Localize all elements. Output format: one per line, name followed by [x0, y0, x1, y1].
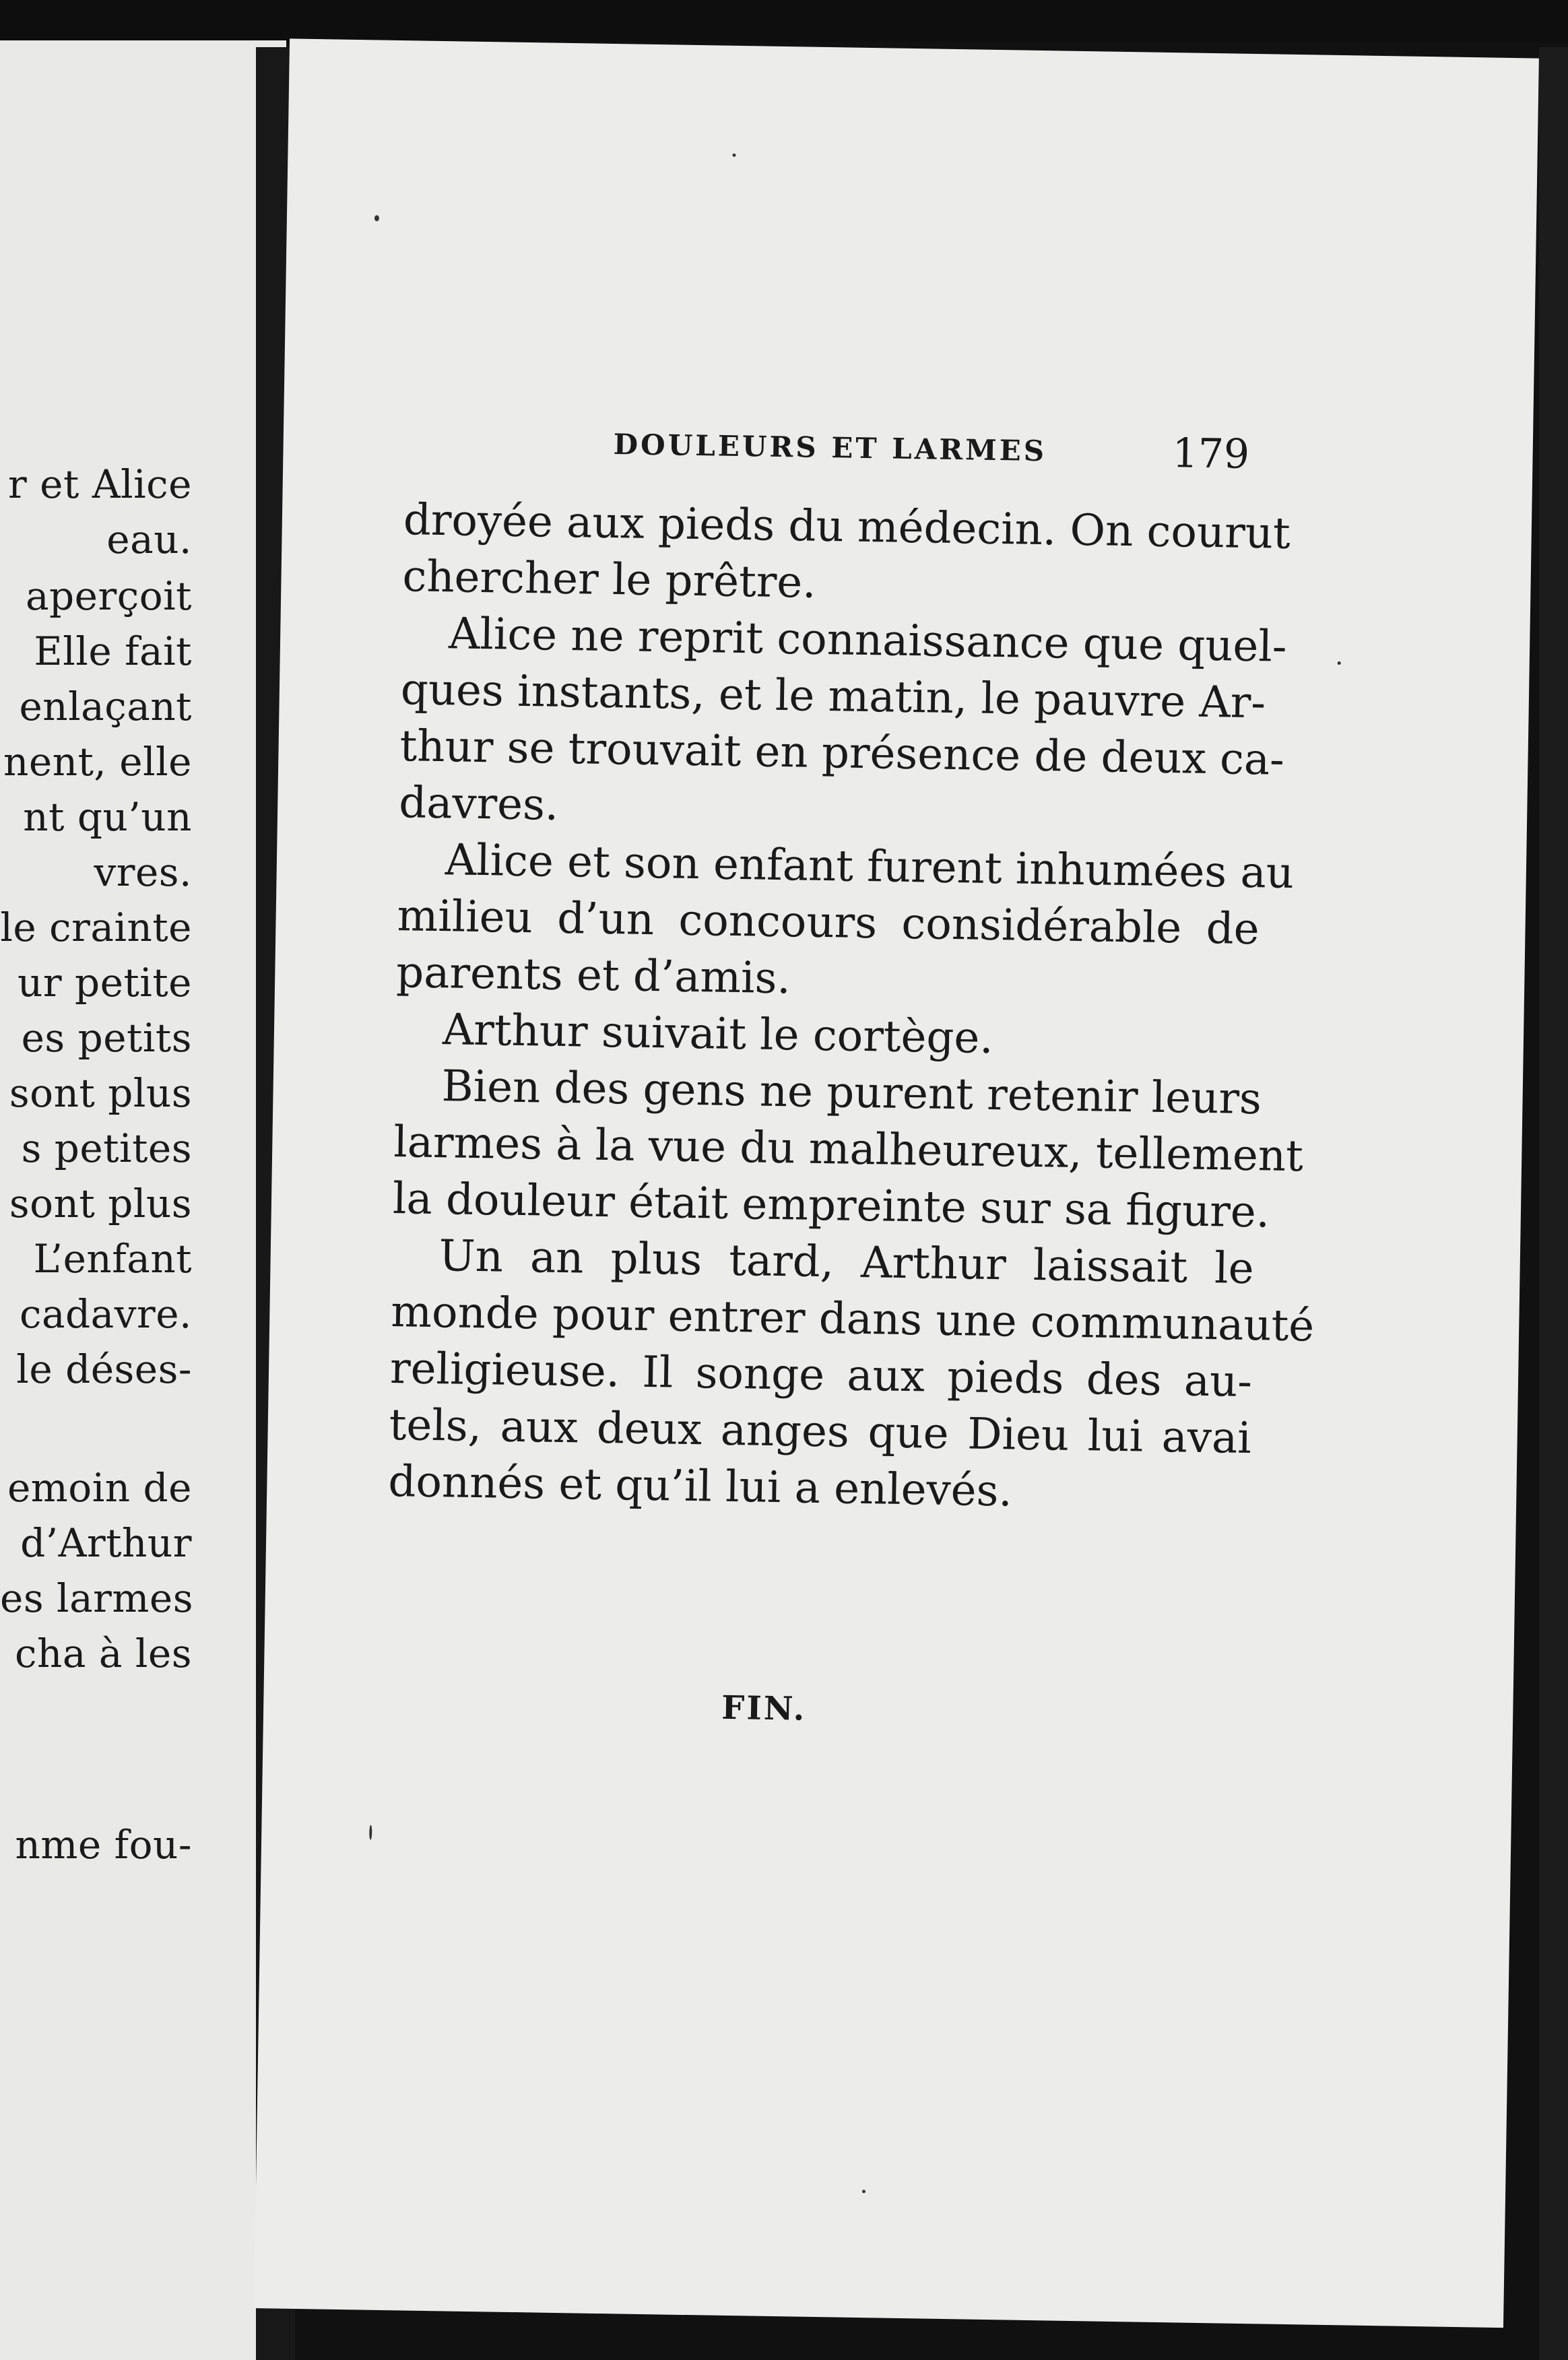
left-page-line: nme fou-: [15, 1822, 192, 1868]
text-line: chercher le prêtre.: [402, 552, 817, 608]
left-page-line: s petites: [21, 1125, 192, 1171]
text-line: la douleur était empreinte sur sa figure.: [392, 1174, 1270, 1238]
left-page-line: nent, elle: [3, 739, 192, 785]
left-page-line: le crainte: [0, 905, 192, 950]
text-line: donnés et qu’il lui a enlevés.: [387, 1456, 1013, 1517]
left-page-line: es petits: [21, 1015, 192, 1061]
left-page: [0, 40, 286, 2360]
left-page-line: vres.: [94, 849, 192, 895]
left-page-line: eau.: [106, 517, 192, 562]
text-line: davres.: [398, 778, 559, 830]
text-line: religieuse. Il songe aux pieds des au-: [389, 1344, 1253, 1408]
left-page-line: r et Alice: [7, 461, 192, 507]
left-page-line: es larmes: [0, 1575, 193, 1621]
running-header: DOULEURS ET LARMES: [613, 428, 1047, 468]
left-page-line: nt qu’un: [23, 794, 192, 840]
end-mark: FIN.: [721, 1689, 807, 1728]
left-page-line: sont plus: [9, 1070, 192, 1116]
left-page-line: emoin de: [7, 1465, 192, 1511]
text-line: Un an plus tard, Arthur laissait le: [438, 1231, 1255, 1294]
scan-border-right: [1539, 47, 1568, 2360]
text-line: parents et d’amis.: [395, 948, 791, 1004]
page-number: 179: [1172, 430, 1250, 478]
dust-speck: [732, 154, 736, 157]
text-line: thur se trouvait en présence de deux ca-: [399, 721, 1285, 785]
text-line: ques instants, et le matin, le pauvre Ar-: [400, 665, 1266, 729]
left-page-line: cadavre.: [19, 1291, 192, 1337]
text-line: Alice ne reprit connaissance que quel-: [448, 609, 1288, 672]
text-line: larmes à la vue du malheureux, tellement: [393, 1117, 1304, 1182]
text-line: Arthur suivait le cortège.: [442, 1005, 994, 1064]
text-line: Bien des gens ne purent retenir leurs: [441, 1061, 1262, 1125]
left-page-line: aperçoit: [25, 573, 192, 619]
text-line: monde pour entrer dans une communauté: [390, 1287, 1315, 1352]
dust-speck: [862, 2190, 865, 2193]
dust-speck: [369, 1825, 372, 1840]
text-line: droyée aux pieds du médecin. On courut: [403, 495, 1291, 559]
left-page-line: d’Arthur: [20, 1520, 192, 1566]
text-line: milieu d’un concours considérable de: [397, 891, 1260, 955]
left-page-line: le déses-: [16, 1346, 192, 1392]
left-page-line: L’enfant: [33, 1236, 192, 1282]
dust-speck: [1338, 661, 1341, 665]
left-page-line: ur petite: [18, 960, 192, 1006]
dust-speck: [374, 215, 379, 221]
text-line: Alice et son enfant furent inhumées au: [445, 835, 1295, 898]
right-page: [254, 38, 1539, 2328]
left-page-line: sont plus: [9, 1181, 192, 1226]
left-page-line: Elle fait: [34, 628, 192, 674]
text-line: tels, aux deux anges que Dieu lui avai: [389, 1400, 1252, 1464]
scan-border-top: [0, 0, 1568, 42]
left-page-line: cha à les: [14, 1631, 192, 1676]
left-page-line: enlaçant: [19, 684, 192, 729]
